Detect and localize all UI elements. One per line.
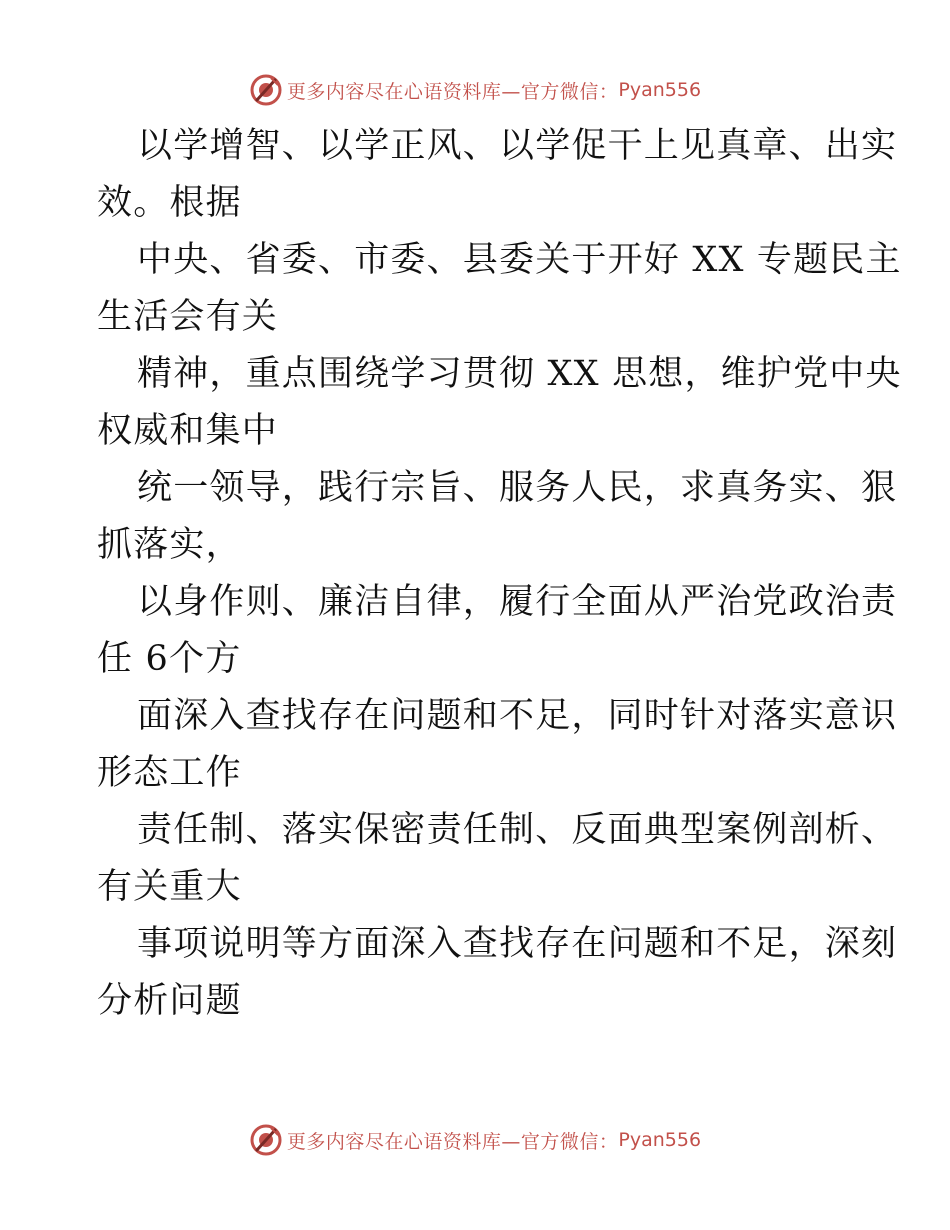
text-line: 有关重大 <box>97 867 242 907</box>
text-line: 抓落实， <box>97 525 242 565</box>
text-line: 统一领导，践行宗旨、服务人民，求真务实、狠 <box>137 468 898 508</box>
header-slogan: 更多内容尽在心语资料库—官方微信： <box>286 80 619 103</box>
text-line: 以学增智、以学正风、以学促干上见真章、出实 <box>137 126 898 166</box>
document-body <box>97 118 902 1030</box>
footer-wechat-id: Pyan556 <box>618 1129 702 1151</box>
text-line: 事项说明等方面深入查找存在问题和不足，深刻 <box>137 924 898 964</box>
text-line: 权威和集中 <box>97 411 279 451</box>
brush-seal-icon <box>249 1123 283 1157</box>
text-line: 面深入查找存在问题和不足，同时针对落实意识 <box>137 696 898 736</box>
text-line: 形态工作 <box>97 753 242 793</box>
text-line: 精神，重点围绕学习贯彻 XX 思想，维护党中央 <box>137 354 902 394</box>
header-watermark <box>0 70 950 110</box>
header-wechat-id: Pyan556 <box>618 79 702 101</box>
footer-slogan: 更多内容尽在心语资料库—官方微信： <box>286 1130 619 1153</box>
text-line: 效。根据 <box>97 183 242 223</box>
brush-seal-icon <box>249 73 283 107</box>
text-line: 生活会有关 <box>97 297 279 337</box>
footer-watermark <box>0 1120 950 1160</box>
text-line: 中央、省委、市委、县委关于开好 XX 专题民主 <box>137 240 902 280</box>
text-line: 分析问题 <box>97 981 242 1021</box>
text-line: 任 6个方 <box>97 639 242 679</box>
text-line: 责任制、落实保密责任制、反面典型案例剖析、 <box>137 810 898 850</box>
text-line: 以身作则、廉洁自律，履行全面从严治党政治责 <box>137 582 898 622</box>
